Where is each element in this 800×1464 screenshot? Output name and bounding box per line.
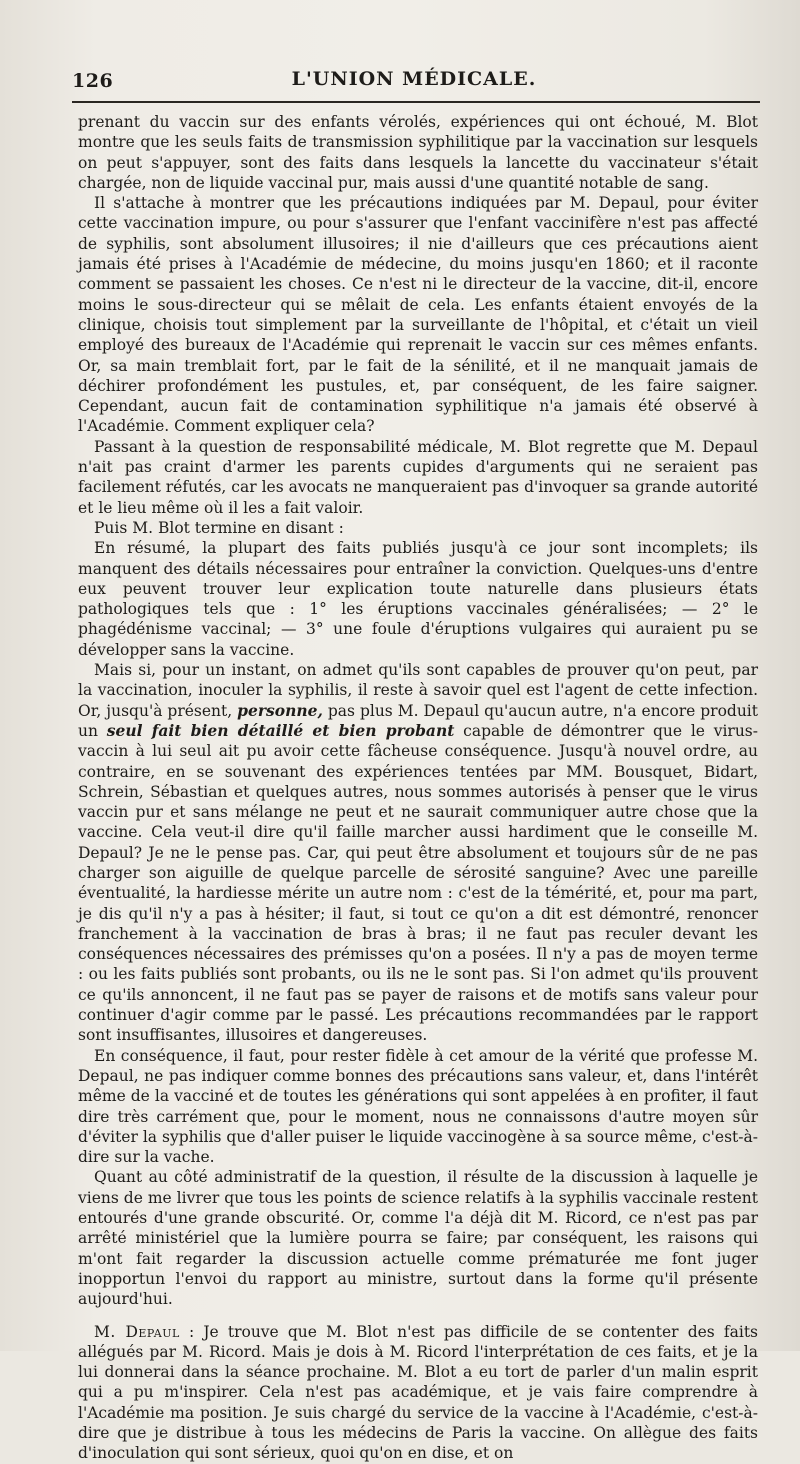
article-body bbox=[78, 112, 758, 1464]
paragraph: prenant du vaccin sur des enfants vérolés, expériences qui ont échoué, M. Blot montre que les seuls faits de transmission syphilitique par la vaccination sur lesquels on peut s'appuyer, sont des faits dans lesquels la lancette du vaccinateur s'était chargée, non de liquide vaccinal pur, mais aussi d'une quantité notable de sang. bbox=[78, 113, 758, 192]
paragraph: En conséquence, il faut, pour rester fidèle à cet amour de la vérité que professe M. Depaul, ne pas indiquer comme bonnes des précautions sans valeur, et, dans l'intérêt même de la vacciné et de toutes les générations qui sont appelées à en profiter, il faut dire très carrément que, pour le moment, nous ne connaissons d'autre moyen sûr d'éviter la syphilis que d'aller puiser le liquide vaccinogène à sa source même, c'est-à-dire sur la vache. bbox=[78, 1046, 758, 1167]
emphasis: personne, bbox=[237, 700, 323, 720]
page-header bbox=[70, 62, 758, 92]
text-run: : Je trouve que M. Blot n'est pas difficile de se contenter des faits allégués par M. Ricord. Mais je dois à M. Ricord l'interprétation de ces faits, et je la lui donnerai dans la séance prochaine. M. Blot a eu tort de parler d'un malin esprit qui a pu m'inspirer. Cela n'est pas académique, et je vais faire comprendre à l'Académie ma position. Je suis chargé du service de la vaccine à l'Académie, c'est-à-dire que je distribue à tous les médecins de Paris la vaccine. On allègue des faits d'inoculation qui sont sérieux, quoi qu'on en dise, et on bbox=[78, 1322, 758, 1463]
emphasis: seul fait bien détaillé et bien probant bbox=[106, 720, 455, 740]
paragraph: En résumé, la plupart des faits publiés jusqu'à ce jour sont incomplets; ils manquent des détails nécessaires pour entraîner la conviction. Quelques-uns d'entre eux peuvent trouver leur explication toute naturelle dans plusieurs états pathologiques tels que : 1° les éruptions vaccinales généralisées; — 2° le phagédénisme vaccinal; — 3° une foule d'éruptions vulgaires qui auraient pu se développer sans la vaccine. bbox=[78, 539, 758, 659]
text-run: capable de démontrer que le virus-vaccin à lui seul ait pu avoir cette fâcheuse conséquence. Jusqu'à nouvel ordre, au contraire, en se souvenant des expériences tentées par MM. Bousquet, Bidart, Schrein, Sébastian et quelques autres, nous sommes autorisés à penser que le virus vaccin pur et sans mélange ne peut et ne saurait communiquer autre chose que la vaccine. Cela veut-il dire qu'il faille marcher aussi hardiment que le conseille M. Depaul? Je ne le pense pas. Car, qui peut être absolument et toujours sûr de ne pas charger son aiguille de quelque parcelle de sérosité sanguine? Avec une pareille éventualité, la hardiesse mérite un autre nom : c'est de la témérité, et, pour ma part, je dis qu'il n'y a pas à hésiter; il faut, si tout ce qu'on a dit est démontré, renoncer franchement à la vaccination de bras à bras; il ne faut pas reculer devant les conséquences nécessaires des prémisses qu'on a posées. Il n'y a pas de moyen terme : ou les faits publiés sont probants, ou ils ne le sont pas. Si l'on admet qu'ils prouvent ce qu'ils annoncent, il ne faut pas se payer de raisons et de motifs sans valeur pour continuer d'agir comme par le passé. Les précautions recommandées par le rapport sont insuffisantes, illusoires et dangereuses. bbox=[78, 721, 758, 1045]
text-run: Mais si, pour un instant, on admet qu'ils sont capables de prouver qu'on peut, par la vaccination, inoculer la syphilis, il reste à savoir quel est l'agent de cette infection. Or, jusqu'à présent, bbox=[78, 661, 758, 720]
paragraph: Passant à la question de responsabilité médicale, M. Blot regrette que M. Depaul n'ait pas craint d'armer les parents cupides d'arguments qui ne seraient pas facilement réfutés, car les avocats ne manqueraient pas d'invoquer sa grande autorité et le lieu même où il les a fait valoir. bbox=[78, 437, 758, 517]
paragraph: Quant au côté administratif de la question, il résulte de la discussion à laquelle je viens de me livrer que tous les points de science relatifs à la syphilis vaccinale restent entourés d'une grande obscurité. Or, comme l'a déjà dit M. Ricord, ce n'est pas par arrêté ministériel que la lumière pourra se faire; par conséquent, les raisons qui m'ont fait regarder la discussion actuelle comme prématurée me font juger inopportun l'envoi du rapport au ministre, surtout dans la forme qu'il présente aujourd'hui. bbox=[78, 1168, 758, 1309]
text-run: pas plus M. Depaul qu'aucun autre, n'a encore produit un bbox=[78, 701, 758, 740]
paragraph: Puis M. Blot termine en disant : bbox=[94, 518, 344, 537]
paragraph bbox=[78, 660, 758, 1046]
journal-title: L'UNION MÉDICALE. bbox=[291, 68, 537, 90]
paragraph bbox=[78, 1322, 758, 1464]
speaker-name: M. Depaul bbox=[94, 1322, 180, 1341]
page-number: 126 bbox=[72, 70, 114, 92]
header-rule bbox=[72, 101, 760, 103]
paragraph: Il s'attache à montrer que les précautions indiquées par M. Depaul, pour éviter cette vaccination impure, ou pour s'assurer que l'enfant vaccinifère n'est pas affecté de syphilis, sont absolument illusoires; il nie d'ailleurs que ces précautions aient jamais été prises à l'Académie de médecine, du moins jusqu'en 1860; et il raconte comment se passaient les choses. Ce n'est ni le directeur de la vaccine, dit-il, encore moins le sous-directeur qui se mêlait de cela. Les enfants étaient envoyés de la clinique, choisis tout simplement par la surveillante de l'hôpital, et c'était un vieil employé des bureaux de l'Académie qui reprenait le vaccin sur ces mêmes enfants. Or, sa main tremblait fort, par le fait de la sénilité, et il ne manquait jamais de déchirer profondément les pustules, et, par conséquent, de les faire saigner. Cependant, aucun fait de contamination syphilitique n'a jamais été observé à l'Académie. Comment expliquer cela? bbox=[78, 194, 758, 436]
